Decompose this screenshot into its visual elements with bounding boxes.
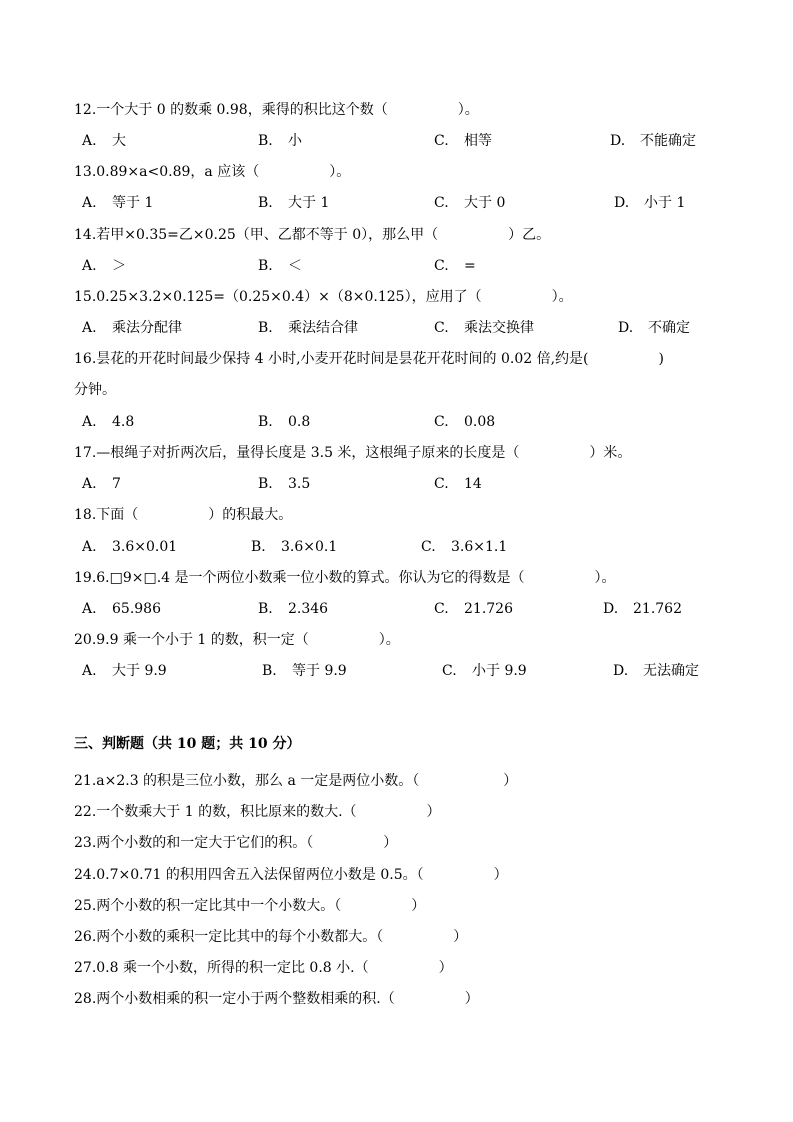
q16-option-a[interactable]: [82, 412, 134, 432]
question-23: 23.两个小数的和一定大于它们的积。（ ）: [74, 835, 398, 851]
q14-option-b[interactable]: [258, 256, 302, 276]
option-text: 等于 9.9: [292, 663, 347, 679]
option-text: 21.762: [633, 601, 682, 617]
q20-option-c[interactable]: [442, 661, 527, 681]
option-text: 等于 1: [112, 195, 154, 211]
q13-option-d[interactable]: [614, 193, 685, 213]
option-text: 小于 9.9: [472, 663, 527, 679]
option-text: 无法确定: [643, 663, 699, 679]
q20-option-b[interactable]: [262, 661, 347, 681]
option-text: 3.5: [288, 476, 311, 492]
question-26: 26.两个小数的乘积一定比其中的每个小数都大。（ ）: [74, 929, 468, 945]
q19-option-d[interactable]: [603, 599, 682, 619]
option-label: D.: [603, 601, 619, 617]
q18-option-c[interactable]: [421, 537, 507, 557]
question-28: 28.两个小数相乘的积一定小于两个整数相乘的积.（ ）: [74, 991, 479, 1007]
option-text: 相等: [464, 133, 492, 149]
option-label: B.: [258, 414, 273, 430]
option-label: D.: [618, 320, 634, 336]
option-label: B.: [262, 663, 277, 679]
option-label: A.: [82, 133, 97, 149]
q12-option-d[interactable]: [610, 131, 696, 151]
question-27: 27.0.8 乘一个小数，所得的积一定比 0.8 小.（ ）: [74, 960, 453, 976]
option-text: 21.726: [464, 601, 513, 617]
question-19: 19.6.□9×□.4 是一个两位小数乘一位小数的算式。你认为它的得数是（ ）。: [74, 570, 616, 586]
question-18: 18.下面（ ）的积最大。: [74, 507, 293, 523]
option-text: 7: [112, 476, 121, 492]
question-16: 16.昙花的开花时间最少保持 4 小时,小麦开花时间是昙花开花时间的 0.02 倍,约是( ): [74, 351, 664, 367]
q19-option-c[interactable]: [434, 599, 513, 619]
option-text: 乘法交换律: [464, 320, 534, 336]
option-label: B.: [258, 601, 273, 617]
option-text: 不能确定: [640, 133, 696, 149]
q14-option-a[interactable]: [82, 256, 126, 276]
q13-option-b[interactable]: [258, 193, 329, 213]
option-text: 大于 1: [288, 195, 330, 211]
option-text: 0.08: [464, 414, 496, 430]
option-text: 0.8: [288, 414, 311, 430]
option-text: 3.6×1.1: [451, 539, 508, 555]
option-text: 4.8: [112, 414, 135, 430]
q18-option-b[interactable]: [251, 537, 337, 557]
option-label: B.: [251, 539, 266, 555]
option-text: 3.6×0.1: [281, 539, 338, 555]
q15-option-d[interactable]: [618, 318, 690, 338]
option-label: C.: [434, 414, 449, 430]
option-text: 大: [112, 133, 126, 149]
q19-option-a[interactable]: [82, 599, 161, 619]
q20-option-a[interactable]: [82, 661, 167, 681]
question-15: 15.0.25×3.2×0.125=（0.25×0.4）×（8×0.125），应用了（ ）。: [74, 289, 573, 305]
option-text: 小于 1: [644, 195, 686, 211]
q17-option-b[interactable]: [258, 474, 310, 494]
option-label: B.: [258, 133, 273, 149]
option-text: ＞: [112, 258, 126, 274]
option-label: D.: [613, 663, 629, 679]
option-label: A.: [82, 320, 97, 336]
option-label: D.: [610, 133, 626, 149]
q15-option-a[interactable]: [82, 318, 182, 338]
q20-option-d[interactable]: [613, 661, 699, 681]
question-17: 17.—根绳子对折两次后，量得长度是 3.5 米，这根绳子原来的长度是（ ）米。: [74, 445, 632, 461]
option-label: C.: [442, 663, 457, 679]
question-25: 25.两个小数的积一定比其中一个小数大。（ ）: [74, 898, 426, 914]
q16-option-c[interactable]: [434, 412, 495, 432]
option-label: A.: [82, 539, 97, 555]
option-label: A.: [82, 601, 97, 617]
q15-option-b[interactable]: [258, 318, 358, 338]
option-text: 乘法结合律: [288, 320, 358, 336]
option-label: C.: [434, 258, 449, 274]
section-heading-true-false: 三、判断题（共 10 题；共 10 分）: [74, 736, 301, 752]
q13-option-a[interactable]: [82, 193, 153, 213]
option-text: 大于 0: [464, 195, 506, 211]
option-label: A.: [82, 663, 97, 679]
option-label: C.: [421, 539, 436, 555]
q17-option-c[interactable]: [434, 474, 482, 494]
option-label: A.: [82, 258, 97, 274]
option-text: 3.6×0.01: [112, 539, 178, 555]
q19-option-b[interactable]: [258, 599, 328, 619]
option-label: B.: [258, 258, 273, 274]
option-label: C.: [434, 133, 449, 149]
question-14: 14.若甲×0.35=乙×0.25（甲、乙都不等于 0），那么甲（ ）乙。: [74, 227, 551, 243]
q17-option-a[interactable]: [82, 474, 121, 494]
option-text: 65.986: [112, 601, 161, 617]
option-text: 不确定: [648, 320, 690, 336]
question-22: 22.一个数乘大于 1 的数，积比原来的数大.（ ）: [74, 804, 441, 820]
option-label: D.: [614, 195, 630, 211]
option-text: ＜: [288, 258, 302, 274]
option-label: C.: [434, 601, 449, 617]
question-16-continuation: 分钟。: [74, 382, 116, 398]
option-label: C.: [434, 320, 449, 336]
q12-option-b[interactable]: [258, 131, 302, 151]
question-13: 13.0.89×a<0.89，a 应该（ ）。: [74, 164, 351, 180]
option-label: B.: [258, 476, 273, 492]
question-12: 12.一个大于 0 的数乘 0.98，乘得的积比这个数（ ）。: [74, 102, 479, 118]
option-label: A.: [82, 195, 97, 211]
q13-option-c[interactable]: [434, 193, 505, 213]
option-label: A.: [82, 476, 97, 492]
option-text: 2.346: [288, 601, 329, 617]
question-20: 20.9.9 乘一个小于 1 的数，积一定（ ）。: [74, 632, 400, 648]
option-text: 14: [464, 476, 482, 492]
q15-option-c[interactable]: [434, 318, 534, 338]
q18-option-a[interactable]: [82, 537, 177, 557]
question-24: 24.0.7×0.71 的积用四舍五入法保留两位小数是 0.5。（ ）: [74, 867, 508, 883]
option-text: =: [464, 258, 476, 274]
q16-option-b[interactable]: [258, 412, 310, 432]
q12-option-a[interactable]: [82, 131, 126, 151]
option-label: C.: [434, 195, 449, 211]
option-text: 乘法分配律: [112, 320, 182, 336]
option-text: 大于 9.9: [112, 663, 167, 679]
option-label: B.: [258, 195, 273, 211]
option-text: 小: [288, 133, 302, 149]
option-label: B.: [258, 320, 273, 336]
q12-option-c[interactable]: [434, 131, 492, 151]
option-label: C.: [434, 476, 449, 492]
question-21: 21.a×2.3 的积是三位小数，那么 a 一定是两位小数。（ ）: [74, 773, 518, 789]
option-label: A.: [82, 414, 97, 430]
q14-option-c[interactable]: [434, 256, 476, 276]
